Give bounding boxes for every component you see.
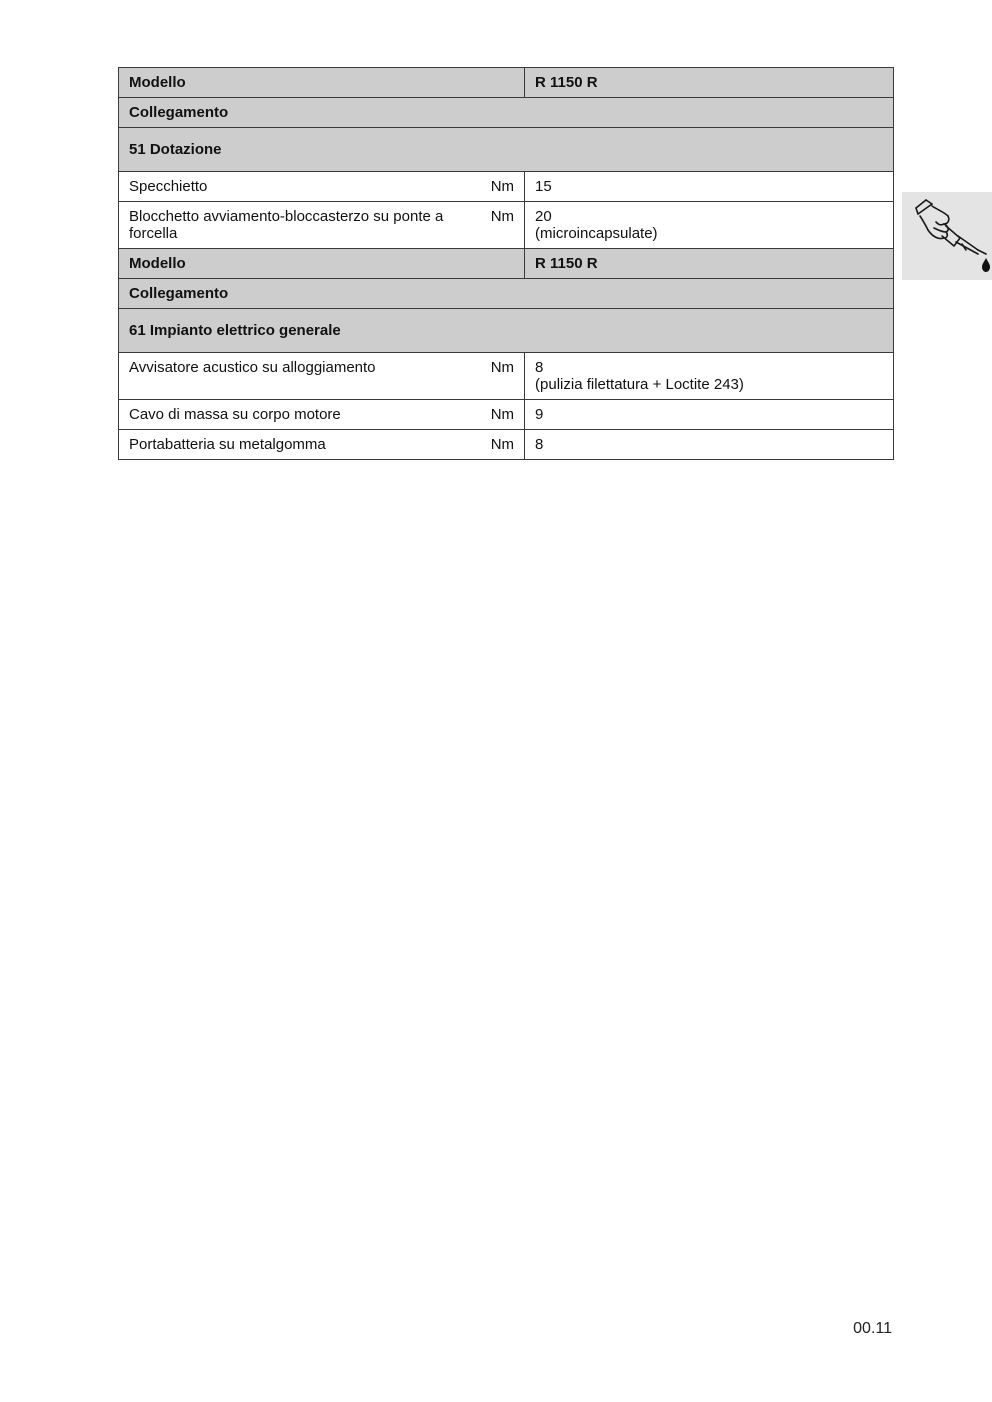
torque-spec-sheet (118, 67, 893, 460)
row-note: (pulizia filettatura + Loctite 243) (535, 376, 744, 393)
group-label: Collegamento (119, 279, 894, 309)
model-header-row (119, 249, 894, 279)
section-title: 51 Dotazione (119, 128, 894, 172)
page-number: 00.11 (853, 1320, 892, 1337)
row-value-cell (525, 400, 894, 430)
row-value: 9 (535, 406, 544, 423)
row-value: 8 (535, 436, 544, 453)
model-label: Modello (119, 249, 525, 279)
model-value: R 1150 R (525, 68, 894, 98)
model-label: Modello (119, 68, 525, 98)
torque-spec-table (118, 67, 894, 460)
hand-oil-can-icon (902, 192, 992, 280)
row-value: 15 (535, 178, 552, 195)
row-value: 8 (535, 359, 544, 376)
table-row (119, 430, 894, 460)
row-unit: Nm (484, 400, 525, 430)
table-row (119, 400, 894, 430)
row-unit: Nm (484, 172, 525, 202)
row-value: 20 (535, 208, 552, 225)
group-label: Collegamento (119, 98, 894, 128)
row-unit: Nm (484, 202, 525, 249)
section-row (119, 128, 894, 172)
row-value-cell (525, 202, 894, 249)
row-label: Specchietto (119, 172, 484, 202)
section-title: 61 Impianto elettrico generale (119, 309, 894, 353)
row-label: Cavo di massa su corpo motore (119, 400, 484, 430)
section-tab-badge (902, 192, 992, 280)
row-value-cell (525, 430, 894, 460)
group-row (119, 279, 894, 309)
model-header-row (119, 68, 894, 98)
row-unit: Nm (484, 430, 525, 460)
section-row (119, 309, 894, 353)
row-label: Portabatteria su metalgomma (119, 430, 484, 460)
row-label: Blocchetto avviamento-bloccasterzo su ponte a forcella (119, 202, 484, 249)
row-value-cell (525, 172, 894, 202)
table-row (119, 172, 894, 202)
table-row (119, 202, 894, 249)
row-unit: Nm (484, 353, 525, 400)
table-row (119, 353, 894, 400)
row-label: Avvisatore acustico su alloggiamento (119, 353, 484, 400)
model-value: R 1150 R (525, 249, 894, 279)
row-value-cell (525, 353, 894, 400)
row-note: (microincapsulate) (535, 225, 658, 242)
group-row (119, 98, 894, 128)
